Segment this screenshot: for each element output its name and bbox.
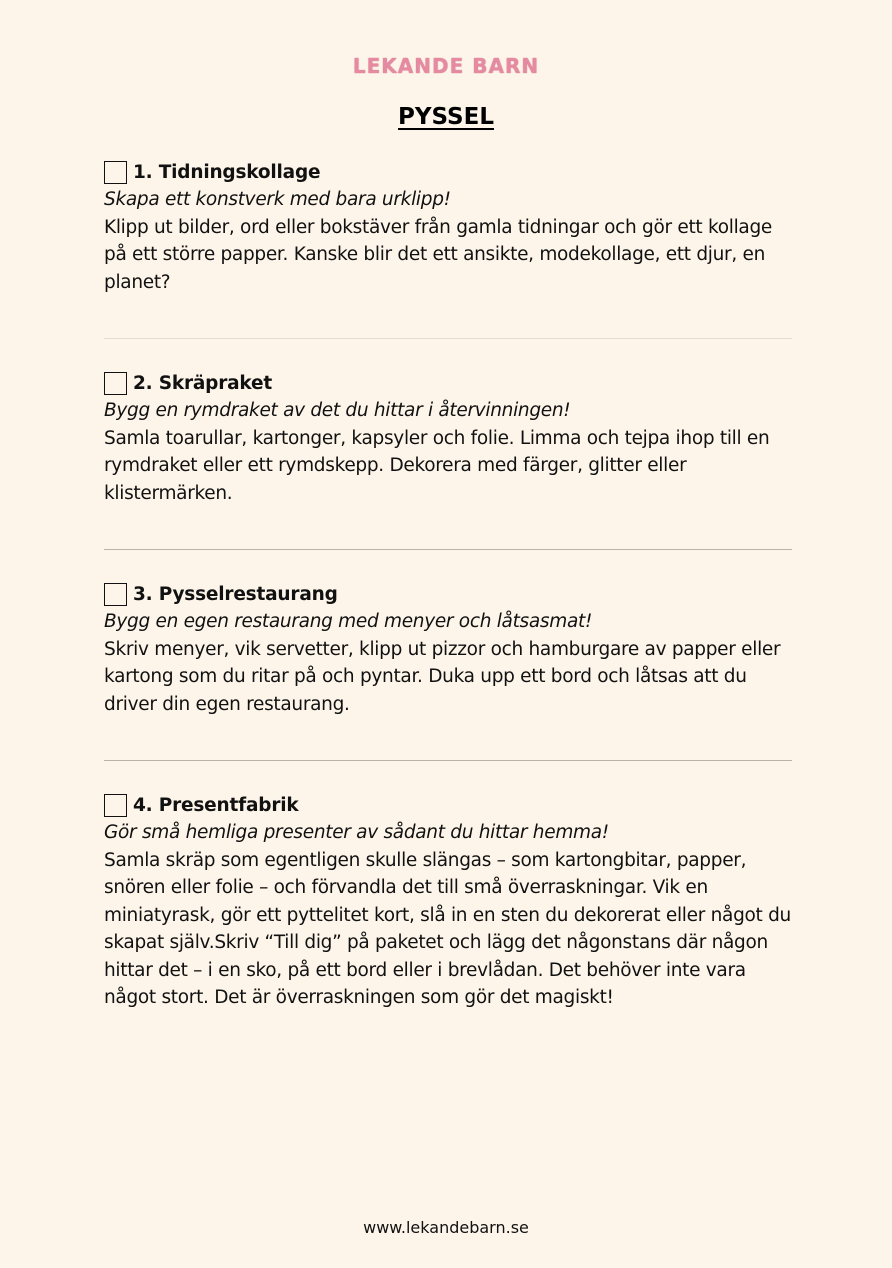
task-header — [104, 369, 792, 397]
task-subtitle: Bygg en rymdraket av det du hittar i återvinningen! — [104, 400, 571, 421]
task-title: 2. Skräpraket — [133, 372, 273, 394]
footer-website-link[interactable]: www.lekandebarn.se — [363, 1218, 529, 1237]
task-description: Skriv menyer, vik servetter, klipp ut pizzor och hamburgare av papper eller kartong som du ritar på och pyntar. Duka upp ett bord och låtsas att du driver din egen restaurang. — [104, 638, 781, 715]
section-divider — [104, 760, 792, 761]
section-divider — [104, 549, 792, 550]
task-item-presentfabrik — [104, 791, 792, 1012]
task-description: Samla skräp som egentligen skulle slängas – som kartongbitar, papper, snören eller folie – och förvandla det till små överraskningar. Vik en miniatyrask, gör ett pyttelitet kort, slå in en sten du dekorerat eller något du skapat själv.Skriv “Till dig” på paketet och lägg det någonstans där någon hittar det – i en sko, på ett bord eller i brevlådan. Det behöver inte vara något stort. Det är överraskningen som gör det magiskt! — [104, 849, 791, 1008]
task-header — [104, 158, 792, 186]
task-header — [104, 580, 792, 608]
task-subtitle: Skapa ett konstverk med bara urklipp! — [104, 189, 451, 210]
task-checkbox[interactable] — [104, 161, 127, 184]
task-checkbox[interactable] — [104, 583, 127, 606]
page-title: PYSSEL — [398, 104, 494, 130]
task-title: 3. Pysselrestaurang — [133, 583, 338, 605]
task-description: Samla toarullar, kartonger, kapsyler och folie. Limma och tejpa ihop till en rymdraket eller ett rymdskepp. Dekorera med färger, glitter eller klistermärken. — [104, 427, 770, 504]
task-subtitle: Gör små hemliga presenter av sådant du hittar hemma! — [104, 822, 609, 843]
task-title: 4. Presentfabrik — [133, 794, 299, 816]
task-item-tidningskollage — [104, 158, 792, 296]
task-description: Klipp ut bilder, ord eller bokstäver från gamla tidningar och gör ett kollage på ett större papper. Kanske blir det ett ansikte, modekollage, ett djur, en planet? — [104, 216, 772, 293]
task-list — [104, 158, 792, 1012]
task-header — [104, 791, 792, 819]
section-divider — [104, 338, 792, 339]
task-subtitle: Bygg en egen restaurang med menyer och låtsasmat! — [104, 611, 593, 632]
task-checkbox[interactable] — [104, 372, 127, 395]
task-checkbox[interactable] — [104, 794, 127, 817]
task-item-pysselrestaurang — [104, 580, 792, 718]
brand-logo: LEKANDE BARN — [352, 54, 540, 78]
task-item-skrapraket — [104, 369, 792, 507]
task-title: 1. Tidningskollage — [133, 161, 321, 183]
